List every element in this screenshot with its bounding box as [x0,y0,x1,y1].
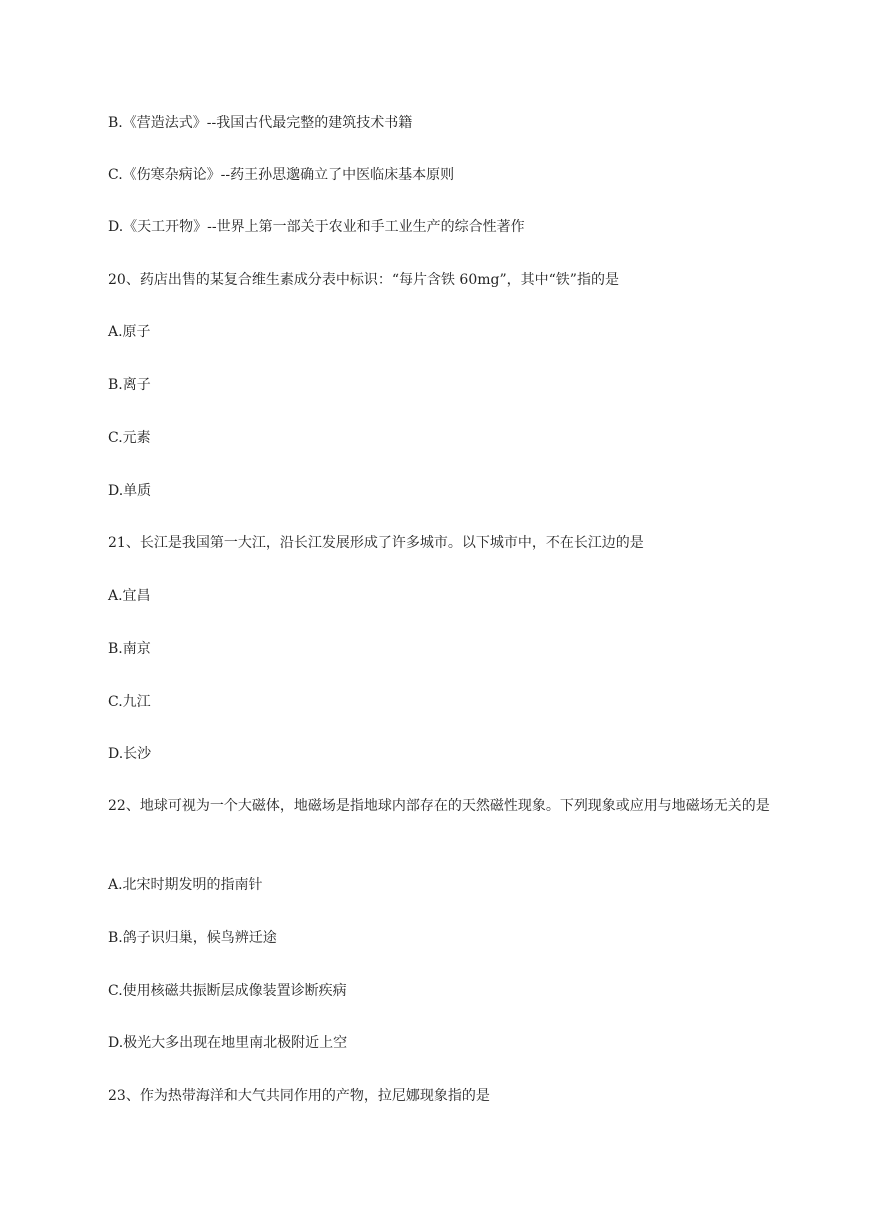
option-c-20: C.元素 [108,430,151,446]
option-d-21: D.长沙 [108,746,152,762]
question-21: 21、长江是我国第一大江，沿长江发展形成了许多城市。以下城市中，不在长江边的是 [108,535,644,551]
option-b-22: B.鸽子识归巢，候鸟辨迁途 [108,930,277,946]
option-d-20: D.单质 [108,483,152,499]
question-23: 23、作为热带海洋和大气共同作用的产物，拉尼娜现象指的是 [108,1088,490,1104]
option-b-21: B.南京 [108,641,151,657]
option-d-22: D.极光大多出现在地里南北极附近上空 [108,1035,348,1051]
option-c-19: C.《伤寒杂病论》--药王孙思邈确立了中医临床基本原则 [108,167,455,183]
option-d-19: D.《天工开物》--世界上第一部关于农业和手工业生产的综合性著作 [108,219,525,235]
option-a-22: A.北宋时期发明的指南针 [108,877,263,893]
question-22: 22、地球可视为一个大磁体，地磁场是指地球内部存在的天然磁性现象。下列现象或应用与地磁场无关的是 [108,798,770,814]
option-a-21: A.宜昌 [108,588,151,604]
option-c-21: C.九江 [108,694,151,710]
option-a-20: A.原子 [108,324,151,340]
option-b-19: B.《营造法式》--我国古代最完整的建筑技术书籍 [108,115,413,131]
question-20: 20、药店出售的某复合维生素成分表中标识：“每片含铁 60mg”，其中“铁”指的是 [108,272,619,288]
option-c-22: C.使用核磁共振断层成像装置诊断疾病 [108,983,347,999]
option-b-20: B.离子 [108,377,151,393]
